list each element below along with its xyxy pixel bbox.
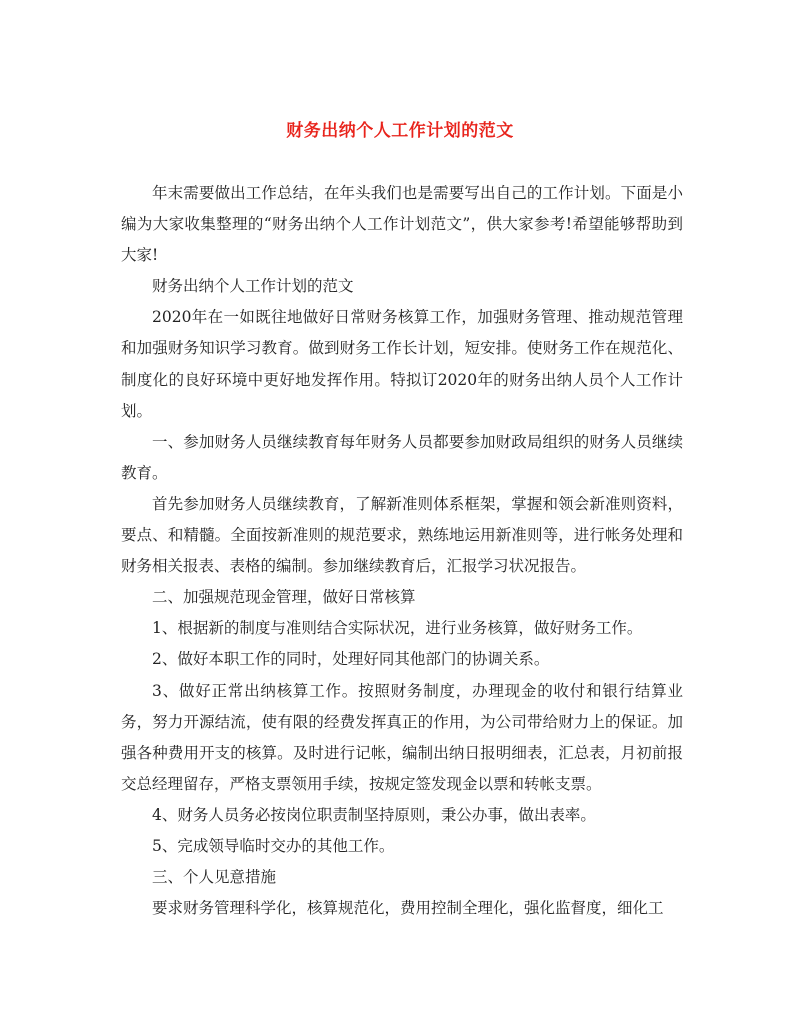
section-heading-3: 三、个人见意措施 <box>152 868 277 887</box>
list-item: 4、财务人员务必按岗位职责制坚持原则，秉公办事，做出表率。 <box>152 805 596 824</box>
list-item: 5、完成领导临时交办的其他工作。 <box>152 836 395 855</box>
paragraph-overview: 2020年在一如既往地做好日常财务核算工作，加强财务管理、推动规范管理和加强财务知识学习教育。做到财务工作长计划，短安排。使财务工作在规范化、制度化的良好环境中更好地发挥作用。特拟订2020年的财务出纳人员个人工作计划。 <box>121 308 683 420</box>
paragraph-measures: 要求财务管理科学化，核算规范化，费用控制全理化，强化监督度，细化工 <box>152 899 664 918</box>
list-item: 2、做好本职工作的同时，处理好同其他部门的协调关系。 <box>152 650 550 669</box>
paragraph-education: 首先参加财务人员继续教育，了解新准则体系框架，掌握和领会新准则资料，要点、和精髓。全面按新准则的规范要求，熟练地运用新准则等，进行帐务处理和财务相关报表、表格的编制。参加继续教育后，汇报学习状况报告。 <box>121 494 683 576</box>
document-body <box>121 178 683 924</box>
paragraph-subtitle: 财务出纳个人工作计划的范文 <box>152 277 354 296</box>
list-item: 1、根据新的制度与准则结合实际状况，进行业务核算，做好财务工作。 <box>152 619 643 638</box>
section-heading-1: 一、参加财务人员继续教育每年财务人员都要参加财政局组织的财务人员继续教育。 <box>121 432 683 482</box>
paragraph-intro: 年末需要做出工作总结，在年头我们也是需要写出自己的工作计划。下面是小编为大家收集整理的“财务出纳个人工作计划范文”，供大家参考!希望能够帮助到大家! <box>121 184 683 265</box>
section-heading-2: 二、加强规范现金管理，做好日常核算 <box>152 588 416 607</box>
list-item: 3、做好正常出纳核算工作。按照财务制度，办理现金的收付和银行结算业务，努力开源结流，使有限的经费发挥真正的作用，为公司带给财力上的保证。加强各种费用开支的核算。及时进行记帐，编制出纳日报明细表，汇总表，月初前报交总经理留存，严格支票领用手续，按规定签发现金以票和转帐支票。 <box>121 681 683 793</box>
document-title: 财务出纳个人工作计划的范文 <box>286 121 514 141</box>
